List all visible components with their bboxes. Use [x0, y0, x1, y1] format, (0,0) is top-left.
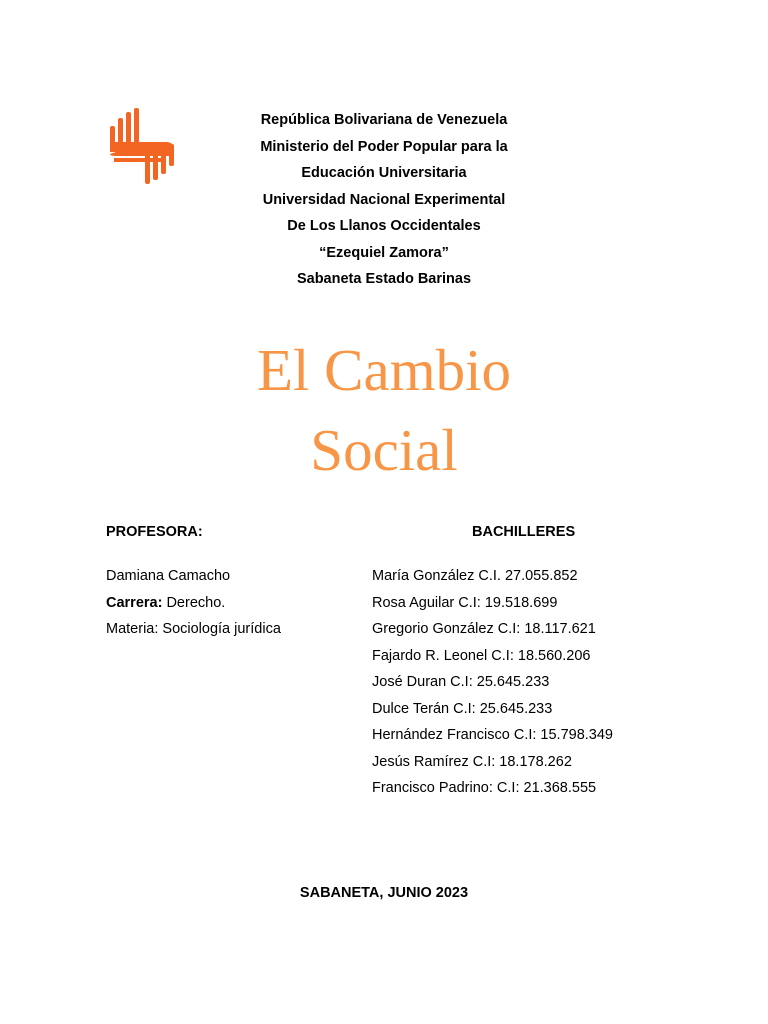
header-line: Ministerio del Poder Popular para la [260, 138, 508, 155]
place-date-footer: SABANETA, JUNIO 2023 [299, 885, 469, 901]
header-line: De Los Llanos Occidentales [287, 218, 481, 234]
list-item: Dulce Terán C.I: 25.645.233 [372, 700, 553, 717]
header-line: Universidad Nacional Experimental [262, 191, 506, 208]
list-item: María González C.I. 27.055.852 [372, 568, 578, 584]
header-line: Educación Universitaria [301, 165, 467, 181]
header-line: “Ezequiel Zamora” [319, 244, 449, 261]
students-list [372, 563, 613, 802]
materia-line: Materia: Sociología jurídica [106, 621, 281, 637]
profesora-heading: PROFESORA: [106, 524, 203, 540]
header-line: República Bolivariana de Venezuela [260, 112, 508, 128]
title-line-2: Social [310, 417, 458, 483]
university-logo-icon [108, 108, 176, 184]
institution-header [184, 107, 584, 293]
list-item: Hernández Francisco C.I: 15.798.349 [372, 727, 613, 743]
list-item: Fajardo R. Leonel C.I: 18.560.206 [372, 647, 591, 664]
list-item: Rosa Aguilar C.I: 19.518.699 [372, 594, 558, 611]
list-item: José Duran C.I: 25.645.233 [372, 674, 550, 690]
list-item: Francisco Padrino: C.I: 21.368.555 [372, 780, 597, 796]
carrera-value: Derecho. [162, 594, 226, 611]
list-item: Jesús Ramírez C.I: 18.178.262 [372, 753, 572, 770]
carrera-label: Carrera: [106, 594, 163, 611]
profesora-details [106, 563, 281, 643]
title-line-1: El Cambio [256, 337, 511, 403]
carrera-line [106, 590, 281, 617]
document-title [134, 330, 634, 490]
bachilleres-heading: BACHILLERES [472, 524, 576, 540]
list-item: Gregorio González C.I: 18.117.621 [372, 621, 596, 637]
profesora-name: Damiana Camacho [106, 568, 231, 584]
header-line: Sabaneta Estado Barinas [296, 271, 472, 287]
